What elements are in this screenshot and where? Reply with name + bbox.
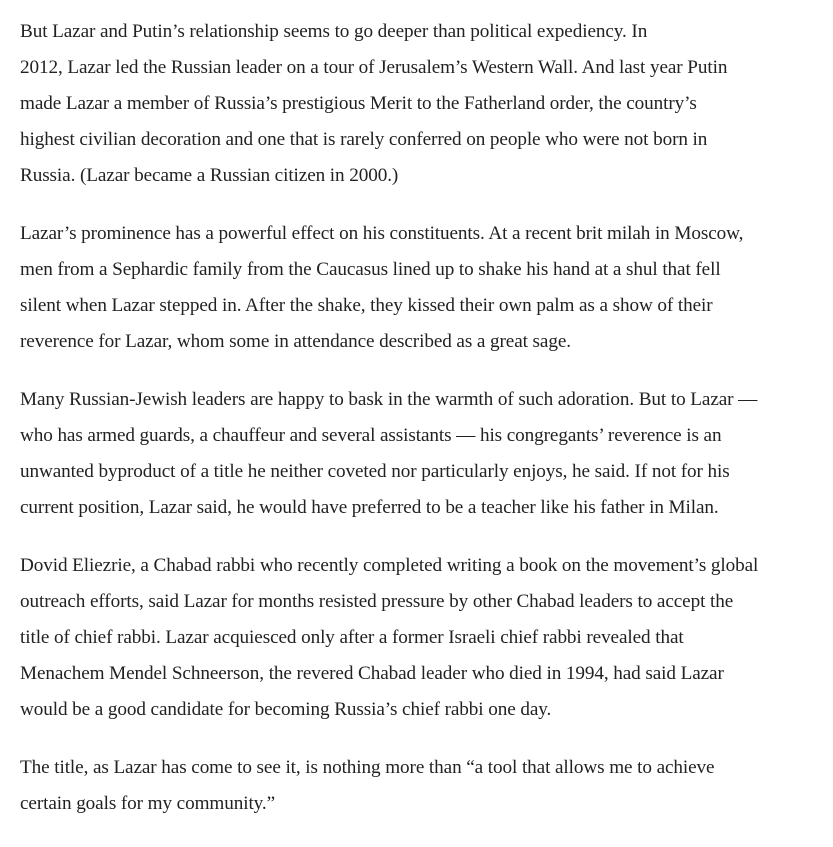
- paragraph-line: who has armed guards, a chauffeur and several assistants — his congregants’ reverence is an: [20, 425, 722, 446]
- paragraph-line: made Lazar a member of Russia’s prestigious Merit to the Fatherland order, the country’s: [20, 93, 697, 114]
- paragraph-line: 2012, Lazar led the Russian leader on a tour of Jerusalem’s Western Wall. And last year Putin: [20, 57, 728, 78]
- paragraph-line: Menachem Mendel Schneerson, the revered Chabad leader who died in 1994, had said Lazar: [20, 663, 724, 684]
- paragraph-1: [20, 14, 820, 194]
- paragraph-line: Many Russian-Jewish leaders are happy to bask in the warmth of such adoration. But to Lazar —: [20, 389, 758, 410]
- paragraph-line: highest civilian decoration and one that is rarely conferred on people who were not born in: [20, 129, 708, 150]
- article-body: [20, 14, 820, 844]
- paragraph-line: would be a good candidate for becoming Russia’s chief rabbi one day.: [20, 699, 552, 720]
- paragraph-3: [20, 382, 820, 526]
- paragraph-line: Lazar’s prominence has a powerful effect on his constituents. At a recent brit milah in Moscow,: [20, 223, 744, 244]
- paragraph-line: The title, as Lazar has come to see it, is nothing more than “a tool that allows me to achieve: [20, 757, 715, 778]
- paragraph-line: Dovid Eliezrie, a Chabad rabbi who recently completed writing a book on the movement’s global: [20, 555, 759, 576]
- paragraph-4: [20, 548, 820, 728]
- paragraph-line: title of chief rabbi. Lazar acquiesced only after a former Israeli chief rabbi revealed that: [20, 627, 684, 648]
- paragraph-5: [20, 750, 820, 822]
- paragraph-line: reverence for Lazar, whom some in attendance described as a great sage.: [20, 331, 571, 352]
- paragraph-2: [20, 216, 820, 360]
- paragraph-line: unwanted byproduct of a title he neither coveted nor particularly enjoys, he said. If not for his: [20, 461, 730, 482]
- paragraph-line: certain goals for my community.”: [20, 793, 276, 814]
- paragraph-line: But Lazar and Putin’s relationship seems to go deeper than political expediency. In: [20, 21, 648, 42]
- paragraph-line: outreach efforts, said Lazar for months resisted pressure by other Chabad leaders to accept the: [20, 591, 734, 612]
- paragraph-line: men from a Sephardic family from the Caucasus lined up to shake his hand at a shul that fell: [20, 259, 721, 280]
- paragraph-line: Russia. (Lazar became a Russian citizen in 2000.): [20, 165, 399, 186]
- paragraph-line: silent when Lazar stepped in. After the shake, they kissed their own palm as a show of their: [20, 295, 713, 316]
- paragraph-line: current position, Lazar said, he would have preferred to be a teacher like his father in Milan.: [20, 497, 719, 518]
